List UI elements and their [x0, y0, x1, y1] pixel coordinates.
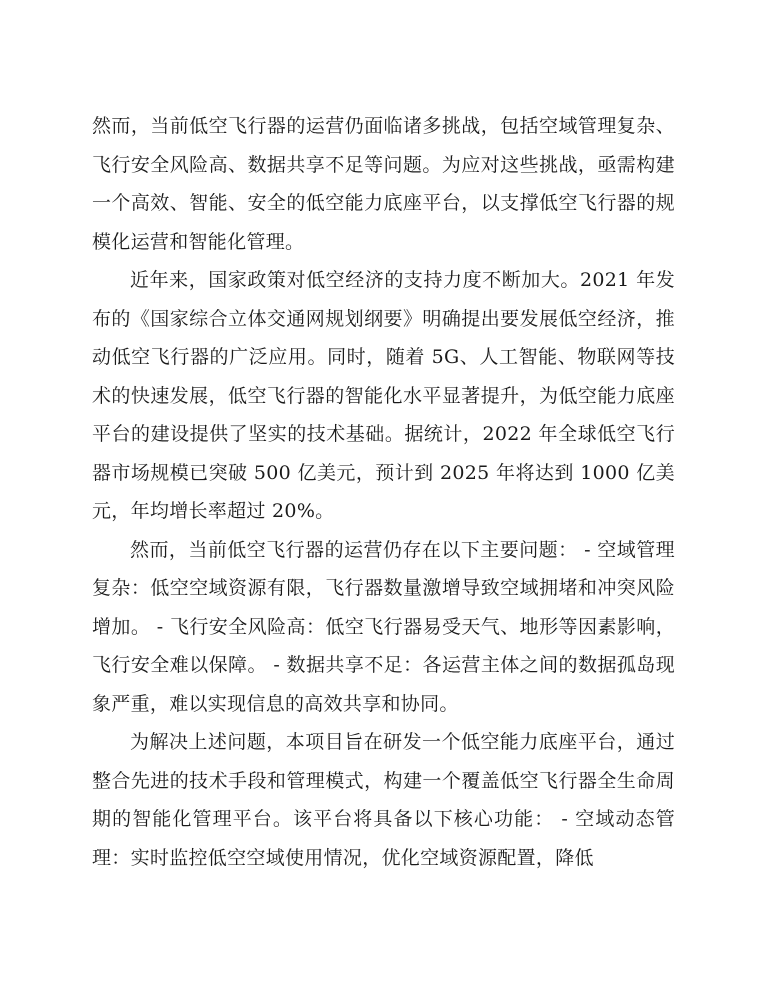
- paragraph-2: 近年来，国家政策对低空经济的支持力度不断加大。2021 年发布的《国家综合立体交通网规划纲要》明确提出要发展低空经济，推动低空飞行器的广泛应用。同时，随着 5G、人工智能、物联网等技术的快速发展，低空飞行器的智能化水平显著提升，为低空能力底座平台的建设提供了坚实的技术基础。据统计，2022 年全球低空飞行器市场规模已突破 500 亿美元，预计到 2025 年将达到 1000 亿美元，年均增长率超过 20%。: [92, 269, 675, 522]
- paragraph-1: 然而，当前低空飞行器的运营仍面临诸多挑战，包括空域管理复杂、飞行安全风险高、数据共享不足等问题。为应对这些挑战，亟需构建一个高效、智能、安全的低空能力底座平台，以支撑低空飞行器的规模化运营和智能化管理。: [92, 115, 675, 253]
- paragraph-4: 为解决上述问题，本项目旨在研发一个低空能力底座平台，通过整合先进的技术手段和管理模式，构建一个覆盖低空飞行器全生命周期的智能化管理平台。该平台将具备以下核心功能： - 空域动态管理：实时监控低空空域使用情况，优化空域资源配置，降低: [92, 731, 675, 869]
- document-body: [92, 107, 675, 877]
- paragraph-3: 然而，当前低空飞行器的运营仍存在以下主要问题： - 空域管理复杂：低空空域资源有限，飞行器数量激增导致空域拥堵和冲突风险增加。 - 飞行安全风险高：低空飞行器易受天气、地形等因素影响，飞行安全难以保障。 - 数据共享不足：各运营主体之间的数据孤岛现象严重，难以实现信息的高效共享和协同。: [92, 538, 675, 715]
